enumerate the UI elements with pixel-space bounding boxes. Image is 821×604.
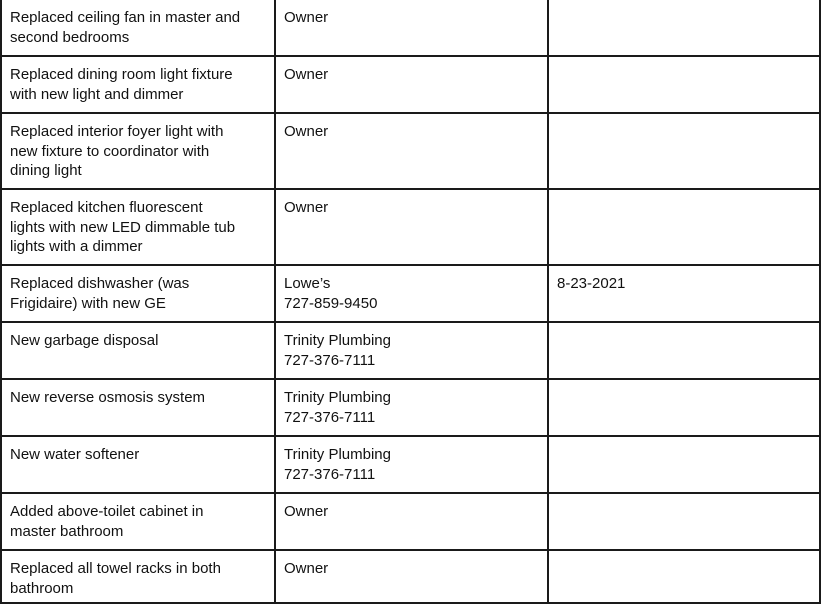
description-line: Added above-toilet cabinet in [10, 503, 204, 520]
description-cell [1, 322, 275, 379]
table-row [1, 322, 820, 379]
description-line: New water softener [10, 446, 140, 463]
description-line: Replaced interior foyer light with [10, 123, 224, 140]
date-cell [548, 550, 820, 603]
table-row [1, 56, 820, 113]
description-line: New garbage disposal [10, 332, 159, 349]
description-cell [1, 0, 275, 56]
performed-by-line: Lowe’s [284, 275, 331, 292]
performed-by-line: Owner [284, 9, 329, 26]
description-line: second bedrooms [10, 28, 130, 46]
description-cell [1, 189, 275, 265]
performed-by-line: Owner [284, 199, 329, 216]
description-line: Replaced dining room light fixture [10, 66, 233, 83]
phone-number: 727-376-7111 [284, 408, 376, 426]
description-cell [1, 113, 275, 189]
description-line: lights with a dimmer [10, 238, 143, 255]
date-value: 8-23-2021 [557, 275, 626, 292]
phone-number: 727-376-7111 [284, 351, 376, 369]
table-row [1, 550, 820, 603]
performed-by-line: Trinity Plumbing [284, 389, 391, 406]
performed-by-cell [275, 0, 548, 56]
date-cell [548, 113, 820, 189]
performed-by-cell [275, 189, 548, 265]
performed-by-cell [275, 56, 548, 113]
phone-number: 727-859-9450 [284, 294, 378, 312]
description-line: new fixture to coordinator with [10, 142, 210, 160]
description-line: New reverse osmosis system [10, 389, 206, 406]
description-cell [1, 436, 275, 493]
date-cell [548, 379, 820, 436]
table-row [1, 493, 820, 550]
performed-by-line: Owner [284, 66, 329, 83]
date-cell [548, 265, 820, 322]
description-cell [1, 550, 275, 603]
performed-by-cell [275, 265, 548, 322]
table-row [1, 189, 820, 265]
description-line: dining light [10, 162, 82, 179]
performed-by-cell [275, 322, 548, 379]
performed-by-cell [275, 493, 548, 550]
description-line: master bathroom [10, 522, 124, 540]
date-cell [548, 189, 820, 265]
table-row [1, 379, 820, 436]
performed-by-cell [275, 113, 548, 189]
performed-by-line: Owner [284, 560, 329, 577]
table-row [1, 265, 820, 322]
description-line: Frigidaire) with new GE [10, 294, 166, 312]
table-row [1, 113, 820, 189]
description-cell [1, 56, 275, 113]
description-line: with new light and dimmer [10, 85, 184, 103]
phone-number: 727-376-7111 [284, 465, 376, 483]
performed-by-line: Trinity Plumbing [284, 332, 391, 349]
table-row [1, 0, 820, 56]
performed-by-line: Trinity Plumbing [284, 446, 391, 463]
description-line: lights with new LED dimmable tub [10, 218, 236, 236]
date-cell [548, 322, 820, 379]
description-line: Replaced all towel racks in both [10, 560, 221, 577]
description-line: Replaced dishwasher (was [10, 275, 190, 292]
performed-by-cell [275, 550, 548, 603]
description-cell [1, 265, 275, 322]
performed-by-line: Owner [284, 503, 329, 520]
description-cell [1, 379, 275, 436]
description-cell [1, 493, 275, 550]
performed-by-cell [275, 436, 548, 493]
performed-by-cell [275, 379, 548, 436]
table-row [1, 436, 820, 493]
description-line: Replaced ceiling fan in master and [10, 9, 241, 26]
date-cell [548, 56, 820, 113]
date-cell [548, 493, 820, 550]
description-line: bathroom [10, 579, 74, 597]
performed-by-line: Owner [284, 123, 329, 140]
date-cell [548, 0, 820, 56]
description-line: Replaced kitchen fluorescent [10, 199, 203, 216]
date-cell [548, 436, 820, 493]
